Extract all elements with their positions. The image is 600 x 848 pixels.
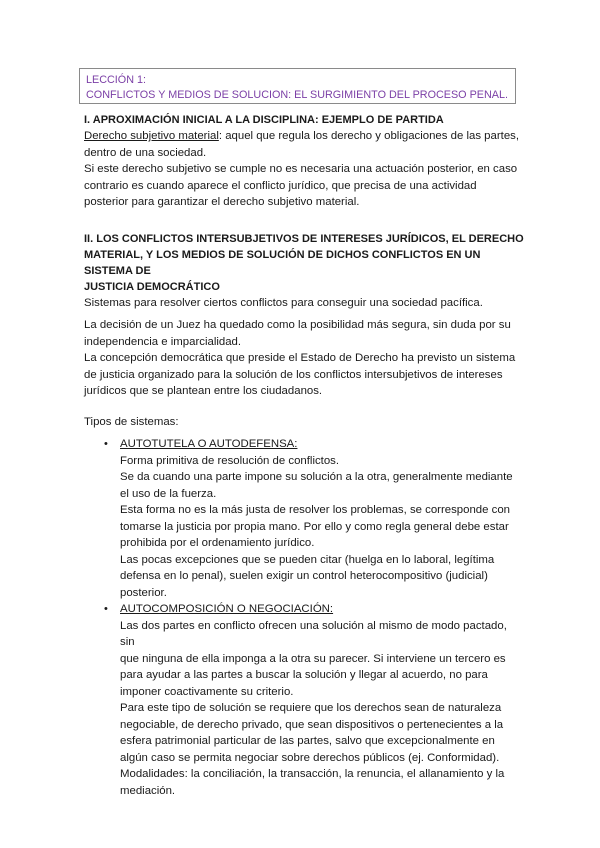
list-item <box>84 436 524 601</box>
definition-line <box>84 128 524 145</box>
type-line: imponer coactivamente su criterio. <box>120 685 294 698</box>
type-line: prohibida por el ordenamiento jurídico. <box>120 537 315 549</box>
section-2-heading-line: JUSTICIA DEMOCRÁTICO <box>84 280 220 293</box>
type-line: Forma primitiva de resolución de conflictos. <box>120 454 340 467</box>
type-title: AUTOTUTELA O AUTODEFENSA: <box>120 438 298 450</box>
type-line: Se da cuando una parte impone su solución a la otra, generalmente mediante <box>120 471 513 483</box>
section-2-para2-line: jurídicos que se plantean entre los ciudadanos. <box>84 385 323 397</box>
types-label: Tipos de sistemas: <box>84 415 179 428</box>
section-2-para1-line: independencia e imparcialidad. <box>84 335 242 348</box>
type-line: el uso de la fuerza. <box>120 487 217 500</box>
section-2-heading <box>84 231 524 295</box>
section-2-intro: Sistemas para resolver ciertos conflictos para conseguir una sociedad pacífica. <box>84 296 483 309</box>
type-line: mediación. <box>120 784 176 797</box>
type-line: tomarse la justicia por propia mano. Por ello y como regla general debe estar <box>120 520 509 533</box>
definition-term: Derecho subjetivo material <box>84 130 219 142</box>
type-line: que ninguna de ella imponga a la otra su parecer. Si interviene un tercero es <box>120 652 506 665</box>
section-2-heading-line: II. LOS CONFLICTOS INTERSUBJETIVOS DE INTERESES JURÍDICOS, EL DERECHO <box>84 232 524 245</box>
type-line: algún caso se permita negociar sobre derechos públicos (ej. Conformidad). <box>120 751 500 764</box>
type-line: Esta forma no es la más justa de resolver los problemas, se corresponde con <box>120 504 511 516</box>
document-body <box>84 112 524 799</box>
section-2-heading-line: MATERIAL, Y LOS MEDIOS DE SOLUCIÓN DE DICHOS CONFLICTOS EN UN SISTEMA DE <box>84 248 481 277</box>
types-list <box>84 436 524 799</box>
type-line: Modalidades: la conciliación, la transacción, la renuncia, el allanamiento y la <box>120 768 505 780</box>
section-1-para-line: posterior para garantizar el derecho subjetivo material. <box>84 196 360 208</box>
type-line: Las dos partes en conflicto ofrecen una solución al mismo de modo pactado, sin <box>120 619 507 648</box>
type-line: para ayudar a las partes a buscar la solución y llegar al acuerdo, no para <box>120 669 488 681</box>
section-2-para2-line: La concepción democrática que preside el Estado de Derecho ha previsto un sistema <box>84 352 516 364</box>
lesson-header-box <box>79 68 516 104</box>
section-2-para1-line: La decisión de un Juez ha quedado como la posibilidad más segura, sin duda por su <box>84 319 511 331</box>
type-title: AUTOCOMPOSICIÓN O NEGOCIACIÓN: <box>120 603 334 615</box>
list-item <box>84 601 524 799</box>
type-line: negociable, de derecho privado, que sean dispositivos o pertenecientes a la <box>120 718 504 731</box>
definition-text: : aquel que regula los derecho y obligaciones de las partes, <box>218 130 520 142</box>
type-line: Para este tipo de solución se requiere que los derechos sean de naturaleza <box>120 702 502 714</box>
section-1-para-line: contrario es cuando aparece el conflicto jurídico, que precisa de una actividad <box>84 179 477 192</box>
type-line: posterior. <box>120 586 167 599</box>
type-line: defensa en lo penal), suelen exigir un control heterocompositivo (judicial) <box>120 570 488 582</box>
section-1-para-line: Si este derecho subjetivo se cumple no es necesaria una actuación posterior, en caso <box>84 163 518 175</box>
lesson-number: LECCIÓN 1: <box>86 74 146 86</box>
bullet-icon: • <box>104 603 108 615</box>
type-line: esfera patrimonial particular de las partes, salvo que excepcionalmente en <box>120 735 495 747</box>
type-line: Las pocas excepciones que se pueden citar (huelga en lo laboral, legítima <box>120 553 495 566</box>
section-2-para2-line: de justicia organizado para la solución de los conflictos intersubjetivos de intereses <box>84 368 503 381</box>
lesson-title: CONFLICTOS Y MEDIOS DE SOLUCION: EL SURGIMIENTO DEL PROCESO PENAL. <box>86 89 508 101</box>
definition-line-2: dentro de una sociedad. <box>84 146 207 159</box>
bullet-icon: • <box>104 438 108 450</box>
section-1-heading: I. APROXIMACIÓN INICIAL A LA DISCIPLINA: EJEMPLO DE PARTIDA <box>84 114 444 126</box>
